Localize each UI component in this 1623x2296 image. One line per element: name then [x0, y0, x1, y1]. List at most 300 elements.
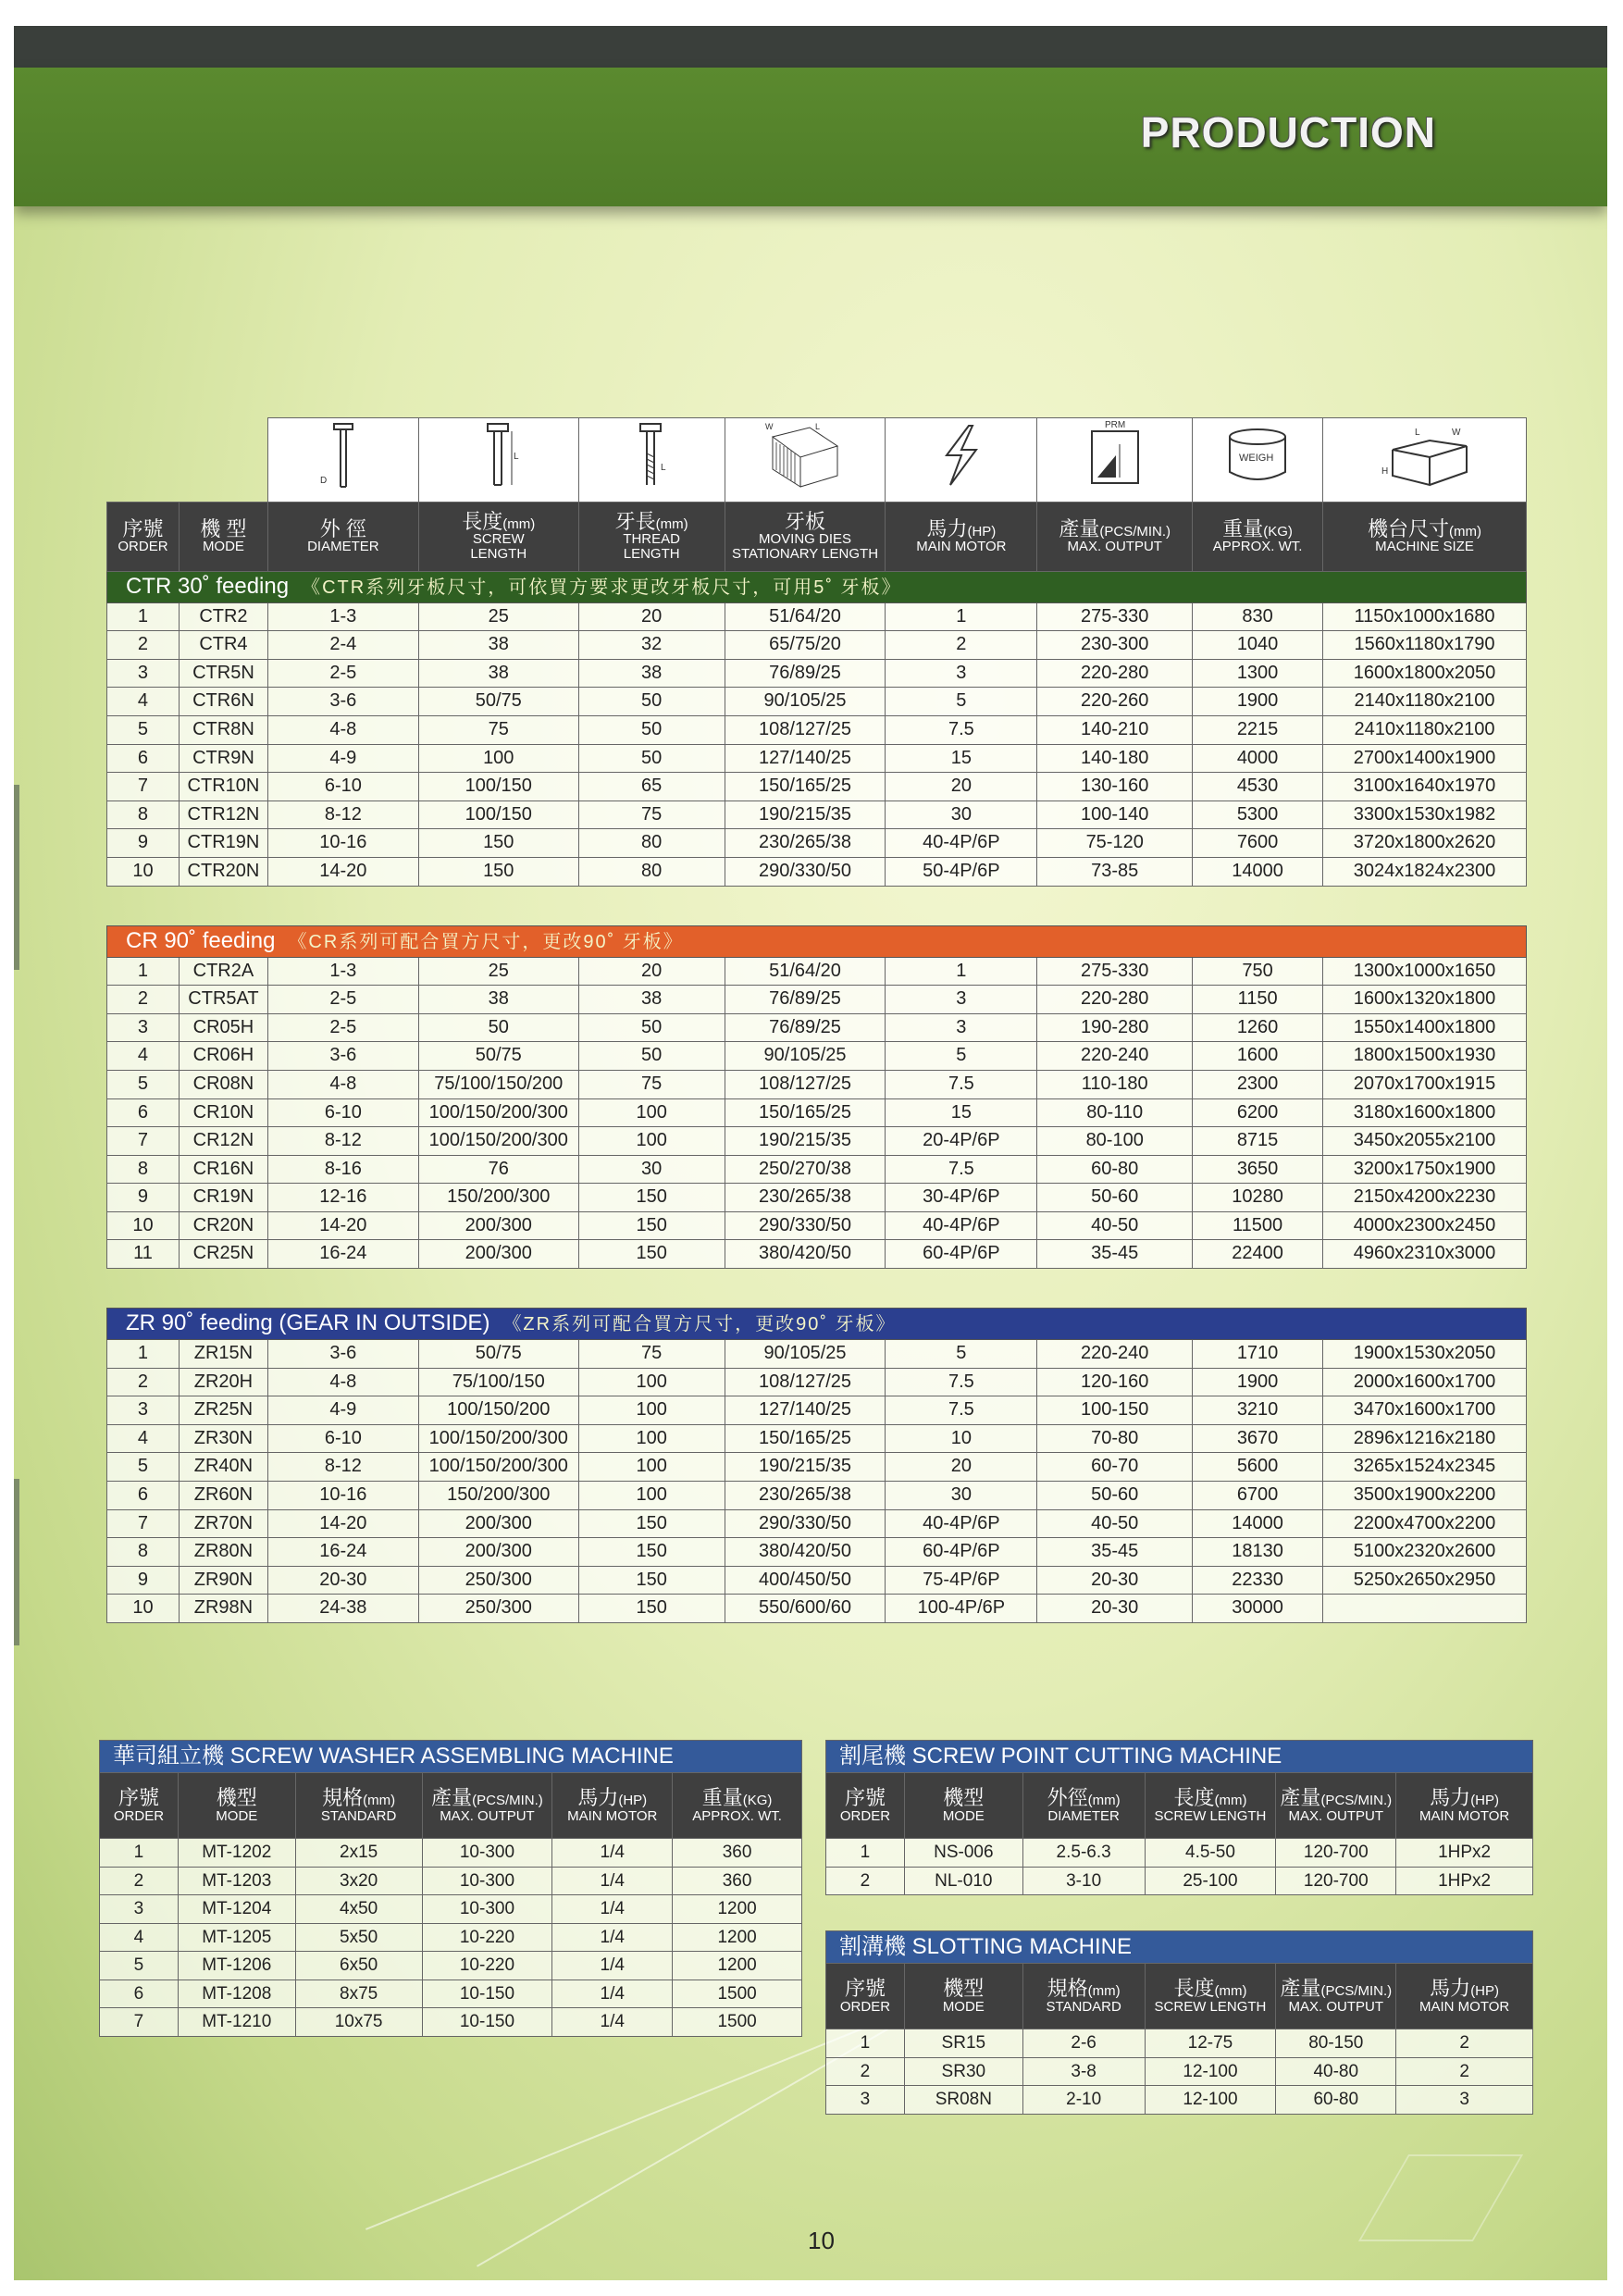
table-cell: NS-006	[904, 1839, 1022, 1868]
column-header-zh	[100, 1787, 178, 1809]
table-cell: 7	[107, 1127, 180, 1156]
table-cell: 4-8	[267, 715, 418, 744]
table-cell: 1600x1320x1800	[1323, 986, 1527, 1014]
table-cell: 200/300	[418, 1509, 578, 1538]
table-cell: 275-330	[1037, 957, 1193, 986]
decor-bar	[14, 785, 19, 970]
table-row	[107, 1013, 1527, 1042]
table-cell: 150	[578, 1509, 725, 1538]
table-cell: 220-280	[1037, 659, 1193, 688]
table-row	[107, 1240, 1527, 1269]
table-row	[107, 1566, 1527, 1595]
table-cell: 100	[418, 744, 578, 773]
table-cell: 1300	[1193, 659, 1323, 688]
table-cell: 1	[826, 2029, 905, 2058]
table-cell: 16-24	[267, 1538, 418, 1567]
section-header-row	[107, 1309, 1527, 1340]
column-header-unit: (HP)	[618, 1792, 648, 1808]
table-cell: 11500	[1193, 1211, 1323, 1240]
table-cell: 150/165/25	[725, 1098, 886, 1127]
table-cell: 1900x1530x2050	[1323, 1340, 1527, 1369]
column-header-zh	[179, 1787, 295, 1809]
table-cell: 100-140	[1037, 800, 1193, 829]
table-cell: 20	[886, 773, 1037, 801]
column-header	[552, 1773, 673, 1839]
column-header-unit: (KG)	[742, 1792, 773, 1808]
table-cell: 4-9	[267, 1396, 418, 1425]
section-name: ZR 90˚ feeding (GEAR IN OUTSIDE)	[126, 1310, 490, 1336]
table-cell: 20-4P/6P	[886, 1127, 1037, 1156]
table-cell: 32	[578, 631, 725, 660]
point-header-row	[826, 1773, 1533, 1839]
table-cell: 30-4P/6P	[886, 1184, 1037, 1212]
table-cell: 290/330/50	[725, 1509, 886, 1538]
table-cell: 3	[886, 986, 1037, 1014]
column-header	[886, 502, 1037, 571]
table-cell: SR30	[904, 2057, 1022, 2086]
table-cell: CR16N	[179, 1155, 267, 1184]
table-cell: 7	[100, 2008, 179, 2037]
table-cell: 150	[578, 1240, 725, 1269]
column-header-en: MOVING DIES	[759, 531, 852, 548]
table-row	[107, 659, 1527, 688]
table-cell: 100/150/200/300	[418, 1453, 578, 1482]
column-header-en: MAX. OUTPUT	[1288, 1807, 1384, 1824]
table-cell: 4000x2300x2450	[1323, 1211, 1527, 1240]
column-header-en: MODE	[942, 1998, 985, 2015]
table-cell: 120-700	[1276, 1839, 1396, 1868]
table-row	[107, 1070, 1527, 1098]
column-header-unit: (HP)	[967, 524, 997, 540]
table-cell: 5	[100, 1952, 179, 1980]
column-header-en: MAX. OUTPUT	[440, 1807, 535, 1824]
column-header	[267, 502, 418, 571]
column-header-zh-text: 機型	[943, 1785, 985, 1809]
table-cell: 100	[578, 1098, 725, 1127]
table-cell: 75	[418, 715, 578, 744]
table-cell: 38	[418, 631, 578, 660]
table-cell: 40-50	[1037, 1509, 1193, 1538]
table-cell: 12-100	[1145, 2057, 1276, 2086]
table-cell: 20	[578, 602, 725, 631]
table-cell: 10	[107, 1211, 180, 1240]
table-row	[107, 957, 1527, 986]
table-cell: 1/4	[552, 1923, 673, 1952]
table-cell: 150	[578, 1184, 725, 1212]
thread-length-icon	[578, 418, 725, 503]
svg-text:L: L	[513, 452, 519, 462]
table-cell: 10-150	[422, 2008, 552, 2037]
table-cell: 127/140/25	[725, 744, 886, 773]
table-cell: 3-6	[267, 1340, 418, 1369]
column-header-zh-text: 序號	[118, 1785, 159, 1809]
page-title: PRODUCTION	[1140, 108, 1436, 156]
table-cell: 100	[578, 1424, 725, 1453]
table-cell: CR08N	[179, 1070, 267, 1098]
table-cell: 100/150/200/300	[418, 1127, 578, 1156]
column-header-en: MAIN MOTOR	[1419, 1807, 1510, 1824]
table-cell: 3	[886, 1013, 1037, 1042]
table-cell: 140-210	[1037, 715, 1193, 744]
motor-icon	[886, 418, 1037, 503]
table-cell: 100	[578, 1453, 725, 1482]
table-cell: 1/4	[552, 1839, 673, 1868]
column-header-zh	[725, 511, 886, 532]
table-cell: 6-10	[267, 1424, 418, 1453]
weight-icon	[1193, 418, 1323, 503]
column-header-en: SCREW LENGTH	[1154, 1998, 1267, 2015]
table-row	[107, 1453, 1527, 1482]
table-row	[107, 1482, 1527, 1510]
table-cell: 10280	[1193, 1184, 1323, 1212]
column-header-zh-text: 機型	[216, 1785, 257, 1809]
table-cell: 73-85	[1037, 857, 1193, 886]
table-cell: 2x15	[295, 1839, 422, 1868]
table-cell: MT-1205	[178, 1923, 295, 1952]
table-cell: 14000	[1193, 1509, 1323, 1538]
table-cell: CR19N	[179, 1184, 267, 1212]
column-header-zh	[1146, 1787, 1276, 1809]
screw-length-icon	[418, 418, 578, 503]
table-cell: MT-1204	[178, 1895, 295, 1924]
table-cell: ZR80N	[179, 1538, 267, 1567]
column-header-en: MAIN MOTOR	[916, 539, 1007, 555]
table-row	[107, 744, 1527, 773]
table-cell: 3	[107, 1013, 180, 1042]
table-cell: 4-8	[267, 1070, 418, 1098]
table-cell: 11	[107, 1240, 180, 1269]
table-cell: CTR10N	[179, 773, 267, 801]
table-cell: 250/300	[418, 1566, 578, 1595]
table-cell: 1	[107, 957, 180, 986]
table-cell: 100	[578, 1396, 725, 1425]
table-cell: 550/600/60	[725, 1595, 886, 1623]
table-cell: CTR12N	[179, 800, 267, 829]
column-header	[1145, 1964, 1276, 2029]
table-cell: 150	[578, 1566, 725, 1595]
table-row	[100, 1839, 802, 1868]
table-cell: 100/150/200/300	[418, 1424, 578, 1453]
table-cell: 50	[578, 744, 725, 773]
table-cell: 8x75	[295, 1980, 422, 2008]
table-cell: 10-300	[422, 1895, 552, 1924]
table-row	[107, 800, 1527, 829]
table-cell: 20	[578, 957, 725, 986]
column-header-zh-text: 牙長	[614, 510, 656, 534]
column-header-zh-text: 長度	[462, 510, 503, 534]
table-cell: 35-45	[1037, 1538, 1193, 1567]
table-cell: 120-700	[1276, 1867, 1396, 1895]
svg-text:L: L	[815, 422, 821, 431]
table-cell: 35-45	[1037, 1240, 1193, 1269]
table-cell: 2000x1600x1700	[1323, 1368, 1527, 1396]
table-cell: 2410x1180x2100	[1323, 715, 1527, 744]
column-header-en: DIAMETER	[1047, 1807, 1120, 1824]
table-cell: 230/265/38	[725, 1482, 886, 1510]
table-cell: 80-100	[1037, 1127, 1193, 1156]
column-header-unit: (HP)	[1470, 1982, 1500, 1999]
column-header	[1396, 1773, 1533, 1839]
column-header-zh	[419, 511, 578, 532]
table-cell: 150/165/25	[725, 773, 886, 801]
column-header-zh-text: 產量	[431, 1785, 473, 1809]
table-cell: 10-300	[422, 1867, 552, 1895]
column-header-zh	[1023, 1787, 1145, 1809]
table-cell: 1/4	[552, 1952, 673, 1980]
table-cell: 2.5-6.3	[1022, 1839, 1145, 1868]
column-header-zh	[1276, 1787, 1395, 1809]
table-cell: 2200x4700x2200	[1323, 1509, 1527, 1538]
column-header-unit: (HP)	[1470, 1792, 1500, 1808]
table-cell: 3-10	[1022, 1867, 1145, 1895]
table-cell: 230/265/38	[725, 829, 886, 858]
table-cell: 2	[826, 2057, 905, 2086]
icon-row-blank	[107, 418, 268, 503]
column-header-zh-text: 機台尺寸	[1368, 517, 1450, 541]
svg-text:L: L	[1414, 428, 1420, 438]
table-cell: 3x20	[295, 1867, 422, 1895]
spacer-cell	[107, 886, 1527, 925]
column-header	[1276, 1773, 1396, 1839]
column-header-unit: (mm)	[363, 1792, 396, 1808]
table-cell: 1150x1000x1680	[1323, 602, 1527, 631]
table-row	[107, 857, 1527, 886]
table-cell: 50	[418, 1013, 578, 1042]
column-header-en: STANDARD	[1046, 1998, 1121, 2015]
table-cell: 150	[578, 1538, 725, 1567]
table-cell: 1800x1500x1930	[1323, 1042, 1527, 1071]
table-cell: 3	[107, 659, 180, 688]
table-cell: 1900	[1193, 688, 1323, 716]
table-cell: MT-1202	[178, 1839, 295, 1868]
table-cell: 3	[107, 1396, 180, 1425]
table-cell: 1260	[1193, 1013, 1323, 1042]
column-header-zh-text: 序號	[122, 517, 164, 541]
section-title	[107, 1309, 1527, 1340]
table-row	[107, 1211, 1527, 1240]
table-cell: 51/64/20	[725, 957, 886, 986]
table-cell: 8-12	[267, 800, 418, 829]
table-cell: 290/330/50	[725, 1211, 886, 1240]
column-header	[826, 1964, 905, 2029]
column-header-zh-text: 機 型	[200, 517, 247, 541]
production-table	[106, 417, 1527, 1623]
table-cell: 20-30	[1037, 1595, 1193, 1623]
table-cell: CTR9N	[179, 744, 267, 773]
table-row	[100, 1867, 802, 1895]
column-header-en: ORDER	[839, 1998, 891, 2015]
column-header-zh-text: 馬力	[926, 517, 968, 541]
table-cell: 14000	[1193, 857, 1323, 886]
column-header-unit: (PCS/MIN.)	[1320, 1982, 1393, 1999]
icon-row	[107, 418, 1527, 503]
table-cell: 65/75/20	[725, 631, 886, 660]
column-header-zh	[579, 511, 725, 532]
table-cell: 3265x1524x2345	[1323, 1453, 1527, 1482]
column-header-en: ORDER	[113, 1807, 165, 1824]
table-row	[107, 1155, 1527, 1184]
table-cell: 38	[578, 659, 725, 688]
table-row	[107, 986, 1527, 1014]
table-cell: 9	[107, 829, 180, 858]
table-cell: 1	[107, 1340, 180, 1369]
column-header-zh	[268, 518, 418, 540]
table-row	[100, 1952, 802, 1980]
column-header-unit: (PCS/MIN.)	[1099, 524, 1171, 540]
table-cell: 2	[1396, 2057, 1533, 2086]
column-header-zh	[1146, 1978, 1276, 2000]
output-icon	[1037, 418, 1193, 503]
column-header-zh-text: 牙板	[785, 510, 826, 534]
svg-text:H: H	[1381, 466, 1388, 477]
table-cell: 2215	[1193, 715, 1323, 744]
table-cell: 1600x1800x2050	[1323, 659, 1527, 688]
table-cell: 750	[1193, 957, 1323, 986]
column-header-unit: (mm)	[1214, 1792, 1247, 1808]
table-cell: 15	[886, 1098, 1037, 1127]
table-cell: 14-20	[267, 1509, 418, 1538]
table-cell: ZR30N	[179, 1424, 267, 1453]
table-cell: SR15	[904, 2029, 1022, 2058]
table-cell: 50/75	[418, 1340, 578, 1369]
table-cell: 8-12	[267, 1453, 418, 1482]
table-cell: 3-8	[1022, 2057, 1145, 2086]
table-cell: 1	[100, 1839, 179, 1868]
table-cell: 5	[886, 1340, 1037, 1369]
table-row	[107, 1340, 1527, 1369]
table-cell: 2	[826, 1867, 905, 1895]
column-header	[904, 1773, 1022, 1839]
table-row	[107, 1368, 1527, 1396]
table-cell: 1HPx2	[1396, 1839, 1533, 1868]
table-cell: 1/4	[552, 1980, 673, 2008]
table-cell: 76/89/25	[725, 659, 886, 688]
table-row	[107, 602, 1527, 631]
table-cell: 10	[886, 1424, 1037, 1453]
table-cell: 5	[886, 1042, 1037, 1071]
table-cell: 20-30	[267, 1566, 418, 1595]
table-cell: 5	[107, 1453, 180, 1482]
table-cell: 1500	[673, 1980, 802, 2008]
table-cell: 7.5	[886, 715, 1037, 744]
table-cell: 5250x2650x2950	[1323, 1566, 1527, 1595]
column-header-en: MODE	[216, 1807, 258, 1824]
table-cell: 1HPx2	[1396, 1867, 1533, 1895]
table-cell: 75-4P/6P	[886, 1566, 1037, 1595]
table-cell: 3470x1600x1700	[1323, 1396, 1527, 1425]
table-cell: 1040	[1193, 631, 1323, 660]
table-cell: 150	[418, 857, 578, 886]
table-cell: 4x50	[295, 1895, 422, 1924]
table-cell: 12-75	[1145, 2029, 1276, 2058]
column-header-unit: (KG)	[1263, 524, 1293, 540]
table-row	[107, 773, 1527, 801]
table-cell: 220-260	[1037, 688, 1193, 716]
table-cell: 220-280	[1037, 986, 1193, 1014]
diameter-icon	[267, 418, 418, 503]
table-cell: 1200	[673, 1923, 802, 1952]
table-cell: 130-160	[1037, 773, 1193, 801]
column-header	[1193, 502, 1323, 571]
column-header-zh	[296, 1787, 422, 1809]
table-cell: 1560x1180x1790	[1323, 631, 1527, 660]
column-header-unit: (mm)	[655, 516, 688, 533]
table-cell: 12-16	[267, 1184, 418, 1212]
table-cell: 9	[107, 1184, 180, 1212]
column-header-en: ORDER	[839, 1807, 891, 1824]
table-cell: 108/127/25	[725, 715, 886, 744]
table-cell: 380/420/50	[725, 1538, 886, 1567]
table-row	[107, 1396, 1527, 1425]
column-header-zh	[673, 1787, 801, 1809]
table-cell: 20-30	[1037, 1566, 1193, 1595]
table-cell: 10-16	[267, 1482, 418, 1510]
table-cell: 2-4	[267, 631, 418, 660]
table-cell: 10-300	[422, 1839, 552, 1868]
table-cell: ZR98N	[179, 1595, 267, 1623]
decor-bar	[14, 1479, 19, 1645]
table-cell: 1900	[1193, 1368, 1323, 1396]
column-header-zh-text: 規格	[322, 1785, 364, 1809]
table-cell: 75	[578, 800, 725, 829]
table-cell: 200/300	[418, 1211, 578, 1240]
table-cell: 1/4	[552, 1895, 673, 1924]
table-cell: 10x75	[295, 2008, 422, 2037]
table-cell: 360	[673, 1867, 802, 1895]
column-header	[578, 502, 725, 571]
table-cell: 2150x4200x2230	[1323, 1184, 1527, 1212]
table-cell: 80-110	[1037, 1098, 1193, 1127]
table-cell: 76/89/25	[725, 986, 886, 1014]
table-cell: 50-60	[1037, 1482, 1193, 1510]
table-cell: 8	[107, 1538, 180, 1567]
table-cell: 100	[578, 1482, 725, 1510]
table-cell: 1600	[1193, 1042, 1323, 1071]
column-header-zh-text: 馬力	[577, 1785, 619, 1809]
table-cell: 8715	[1193, 1127, 1323, 1156]
section-title	[107, 571, 1527, 602]
table-cell: 2-5	[267, 1013, 418, 1042]
table-row	[107, 631, 1527, 660]
section-title	[107, 925, 1527, 957]
table-row	[826, 1867, 1533, 1895]
table-cell: 75-120	[1037, 829, 1193, 858]
washer-machine-table	[99, 1740, 802, 2037]
column-header	[422, 1773, 552, 1839]
table-cell: 3-6	[267, 1042, 418, 1071]
table-cell: 38	[418, 986, 578, 1014]
column-header-en: MODE	[942, 1807, 985, 1824]
column-header	[1022, 1773, 1145, 1839]
table-cell: 3100x1640x1970	[1323, 773, 1527, 801]
column-header	[100, 1773, 179, 1839]
table-cell: 100	[578, 1127, 725, 1156]
column-header-en: MACHINE SIZE	[1375, 539, 1474, 555]
table-cell: 1	[886, 957, 1037, 986]
table-row	[107, 1042, 1527, 1071]
table-cell	[1323, 1595, 1527, 1623]
table-cell: ZR60N	[179, 1482, 267, 1510]
table-cell: CTR5AT	[179, 986, 267, 1014]
column-header-en: MAX. OUTPUT	[1067, 539, 1162, 555]
table-cell: 1	[886, 602, 1037, 631]
table-row	[107, 1424, 1527, 1453]
table-cell: 2	[107, 631, 180, 660]
column-header	[673, 1773, 802, 1839]
column-header	[1145, 1773, 1276, 1839]
table-cell: 1	[826, 1839, 905, 1868]
column-header-zh	[1193, 518, 1322, 540]
